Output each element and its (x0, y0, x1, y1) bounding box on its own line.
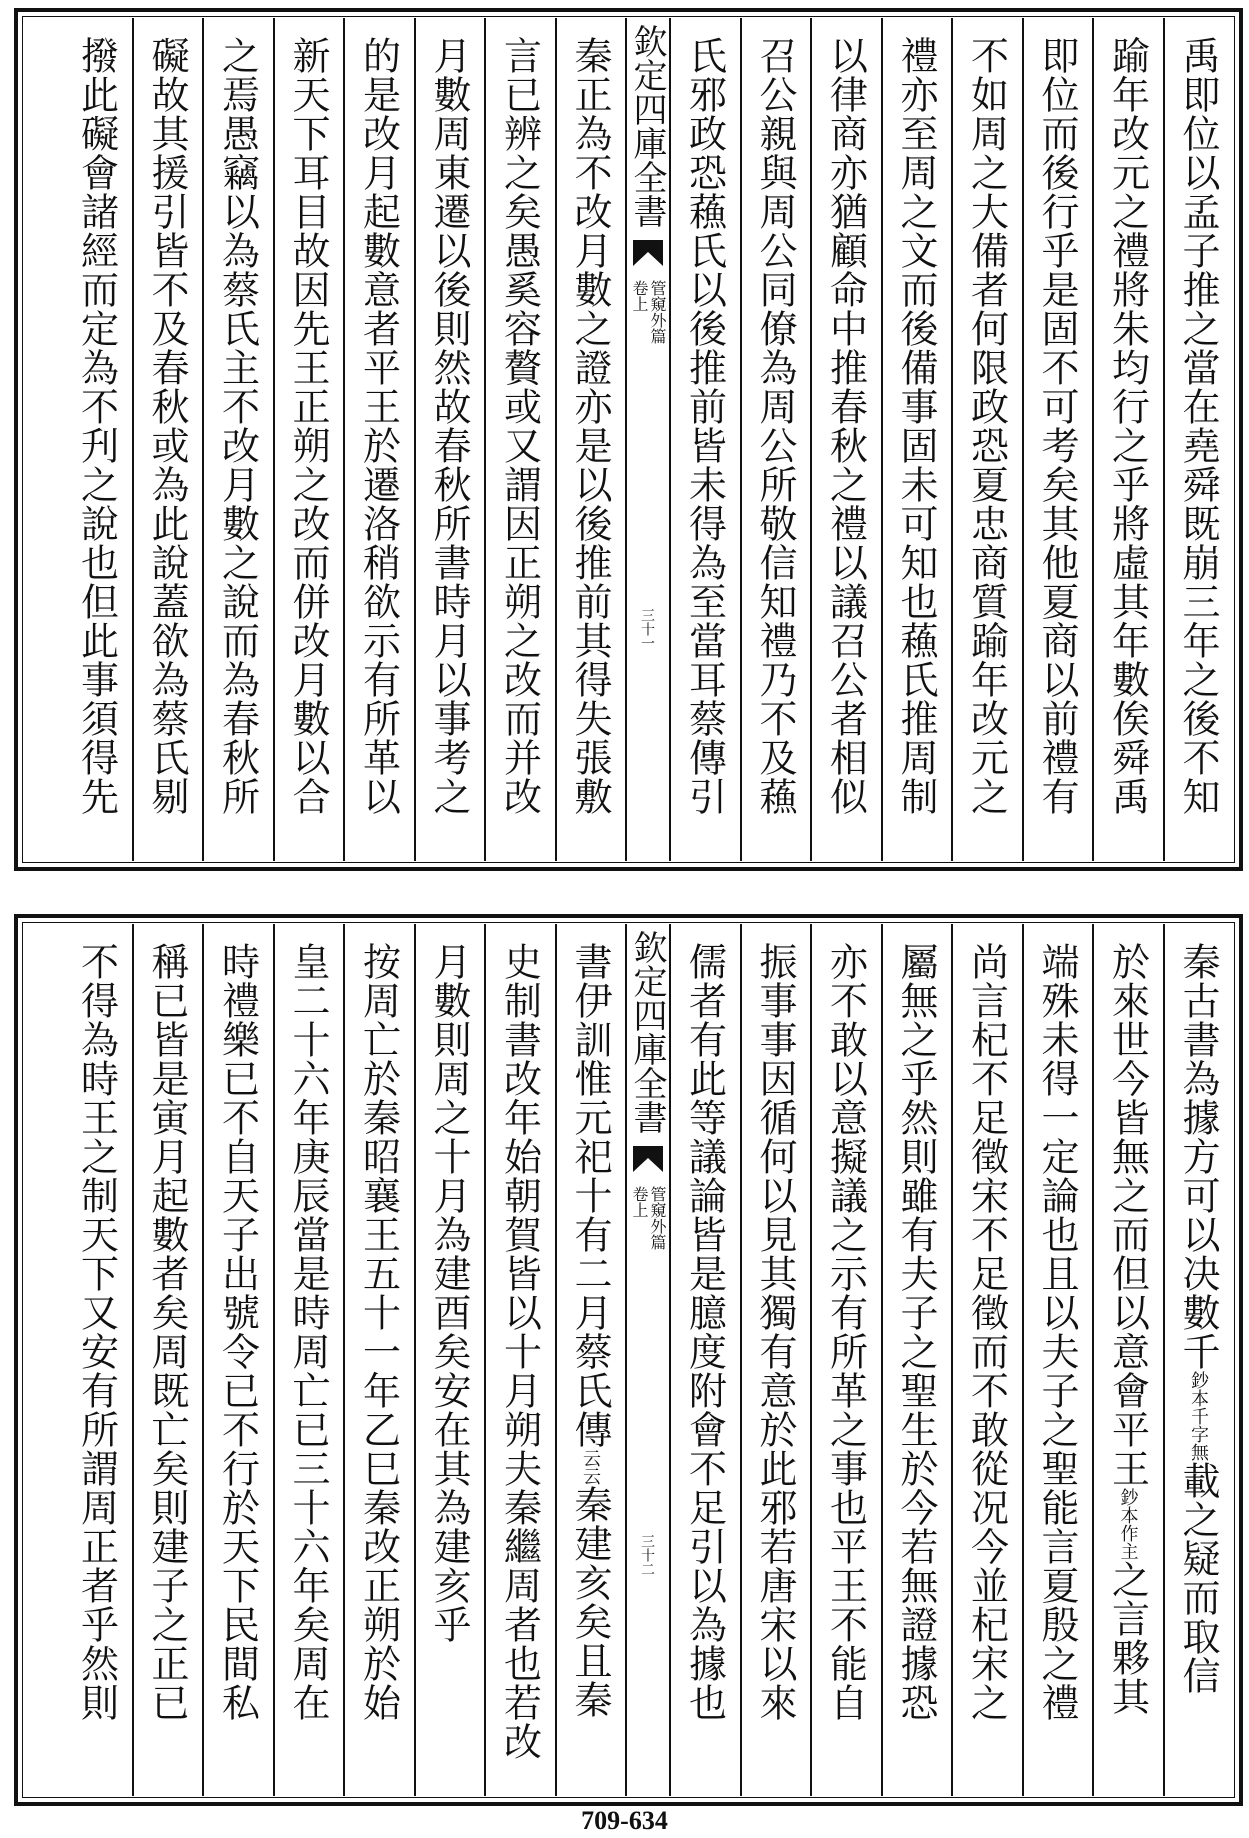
text-column: 端殊未得一定論也且以夫子之聖能言夏殷之禮 (1022, 924, 1093, 1796)
top-page-columns (24, 18, 1233, 861)
text-column: 時禮樂已不自天子出號令已不行於天下民間私 (202, 924, 273, 1796)
annotation-note: 鈔本千字無 (1188, 1371, 1209, 1461)
text-column: 稱已皆是寅月起數者矣周既亡矣則建子之正已 (132, 924, 203, 1796)
volume-label: 卷上 (630, 280, 649, 312)
text-column: 尚言杞不足徵宋不足徵而不敢從况今並杞宋之 (951, 924, 1022, 1796)
text-column: 撥此礙會諸經而定為不刋之說也但此事須得先 (74, 36, 119, 816)
text-column: 禮亦至周之文而後備事固未可知也蘓氏推周制 (881, 18, 952, 861)
column-text: 之言夥其 (1105, 1560, 1150, 1716)
annotation-note: 云云 (580, 1449, 601, 1485)
text-column: 言已辨之矣愚奚容贅或又謂因正朔之改而并改 (484, 18, 555, 861)
column-text: 秦古書為據方可以决數千 (1176, 942, 1220, 1371)
text-column: 禹即位以孟子推之當在堯舜既崩三年之後不知 (1163, 18, 1234, 861)
text-column: 的是改月起數意者平王於遷洛稍欲示有所革以 (343, 18, 414, 861)
text-column: 秦正為不改月數之證亦是以後推前其得失張敷 (555, 18, 626, 861)
column-text: 秦建亥矣且秦 (568, 1485, 612, 1719)
text-column (1092, 924, 1163, 1796)
text-column: 月數周東遷以後則然故春秋所書時月以事考之 (414, 18, 485, 861)
top-page-frame (14, 8, 1243, 871)
page-center-strip (625, 924, 669, 1796)
text-column: 不如周之大備者何限政恐夏忠商質踰年改元之 (951, 18, 1022, 861)
text-column: 踰年改元之禮將朱均行之乎將虛其年數俟舜禹 (1092, 18, 1163, 861)
work-title: 管窺外篇 (648, 1186, 667, 1250)
bottom-page-columns (24, 924, 1233, 1796)
work-title: 管窺外篇 (648, 280, 667, 344)
leaf-number: 三十一 (639, 608, 655, 650)
book-title: 欽定四庫全書 (627, 24, 667, 228)
text-column: 屬無之乎然則雖有夫子之聖生於今若無證據恐 (881, 924, 952, 1796)
text-column: 亦不敢以意擬議之示有所革之事也平王不能自 (810, 924, 881, 1796)
text-column: 儒者有此等議論皆是臆度附會不足引以為據也 (669, 924, 740, 1796)
text-column: 月數則周之十月為建酉矣安在其為建亥乎 (414, 924, 485, 1796)
text-column (555, 924, 626, 1796)
column-text: 於來世今皆無之而但以意會平王 (1105, 942, 1150, 1488)
text-column (1163, 924, 1234, 1796)
text-column: 振事事因循何以見其獨有意於此邪若唐宋以來 (740, 924, 811, 1796)
text-column: 皇二十六年庚辰當是時周亡已三十六年矣周在 (273, 924, 344, 1796)
column-text: 載之疑而取信 (1176, 1461, 1220, 1695)
fishtail-mark-icon (633, 240, 663, 266)
text-column: 不得為時王之制天下又安有所謂周正者乎然則 (74, 942, 119, 1722)
text-column: 按周亡於秦昭襄王五十一年乙巳秦改正朔於始 (343, 924, 414, 1796)
annotation-note: 鈔本作主 (1117, 1488, 1139, 1560)
page-number: 709-634 (581, 1806, 668, 1835)
text-column: 召公親與周公同僚為周公所敬信知禮乃不及蘓 (740, 18, 811, 861)
volume-label: 卷上 (630, 1186, 649, 1218)
fishtail-mark-icon (633, 1146, 663, 1172)
text-column: 氏邪政恐蘓氏以後推前皆未得為至當耳蔡傳引 (669, 18, 740, 861)
bottom-page-frame (14, 914, 1243, 1806)
text-column: 以律商亦猶顧命中推春秋之禮以議召公者相似 (810, 18, 881, 861)
page-center-strip (625, 18, 669, 861)
leaf-number: 三十二 (639, 1534, 655, 1576)
text-column: 即位而後行乎是固不可考矣其他夏商以前禮有 (1022, 18, 1093, 861)
text-column: 礙故其援引皆不及春秋或為此說蓋欲為蔡氏剔 (132, 18, 203, 861)
column-text: 書伊訓惟元祀十有二月蔡氏傳 (568, 942, 612, 1449)
text-column: 新天下耳目故因先王正朔之改而併改月數以合 (273, 18, 344, 861)
text-column: 史制書改年始朝賀皆以十月朔夫秦繼周者也若改 (484, 924, 555, 1796)
book-title: 欽定四庫全書 (627, 930, 667, 1134)
text-column: 之焉愚竊以為蔡氏主不改月數之說而為春秋所 (202, 18, 273, 861)
